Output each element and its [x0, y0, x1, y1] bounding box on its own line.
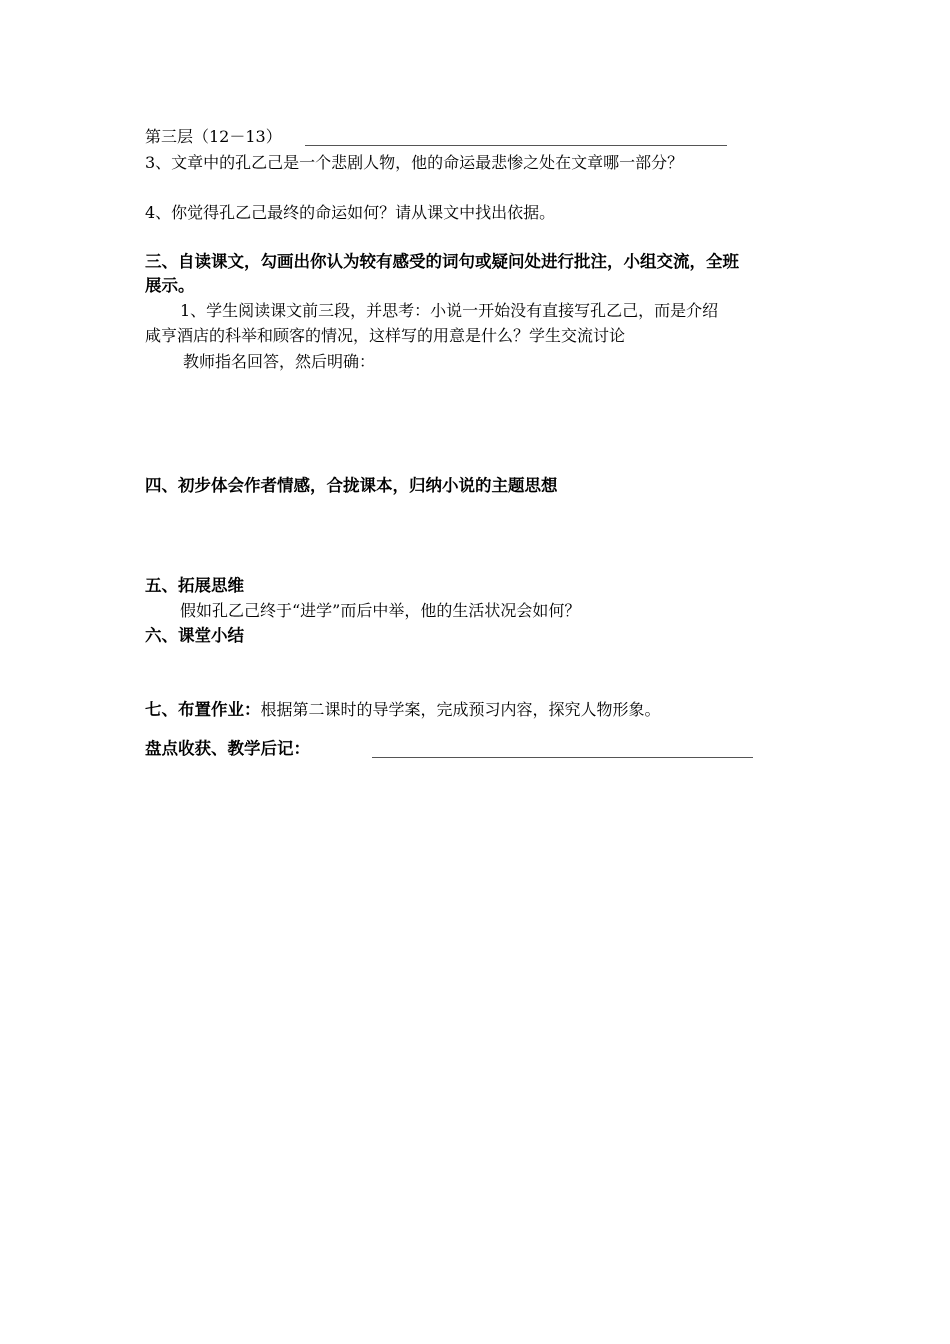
- section-5-title: 五、拓展思维: [145, 576, 244, 595]
- section-6-title: 六、课堂小结: [145, 626, 244, 645]
- section-7-label: 七、布置作业：: [145, 700, 261, 719]
- section-3-title: 三、自读课文，勾画出你认为较有感受的词句或疑问处进行批注，小组交流，全班: [145, 252, 739, 271]
- section-3-paragraph-2: 教师指名回答，然后明确：: [183, 352, 376, 371]
- section-5-text: 假如孔乙己终于“进学”而后中举，他的生活状况会如何？: [180, 601, 581, 620]
- section-3-title-cont: 展示。: [145, 276, 195, 295]
- section-3-paragraph-1-cont: 咸亨酒店的科举和顾客的情况，这样写的用意是什么？学生交流讨论: [145, 326, 626, 345]
- summary-label: 盘点收获、教学后记：: [145, 739, 310, 758]
- section-4-title: 四、初步体会作者情感，合拢课本，归纳小说的主题思想: [145, 476, 558, 495]
- section-7: [145, 699, 661, 721]
- section-3-paragraph-1: 1、学生阅读课文前三段，并思考：小说一开始没有直接写孔乙己，而是介绍: [180, 301, 719, 320]
- layer3-answer-blank: [305, 145, 727, 146]
- question-4: 4、你觉得孔乙己最终的命运如何？请从课文中找出依据。: [145, 203, 556, 222]
- summary-answer-blank: [372, 757, 753, 758]
- question-3: 3、文章中的孔乙己是一个悲剧人物，他的命运最悲惨之处在文章哪一部分？: [145, 153, 684, 172]
- layer3-label: 第三层（12－13）: [145, 127, 282, 146]
- section-7-text: 根据第二课时的导学案，完成预习内容，探究人物形象。: [260, 700, 661, 719]
